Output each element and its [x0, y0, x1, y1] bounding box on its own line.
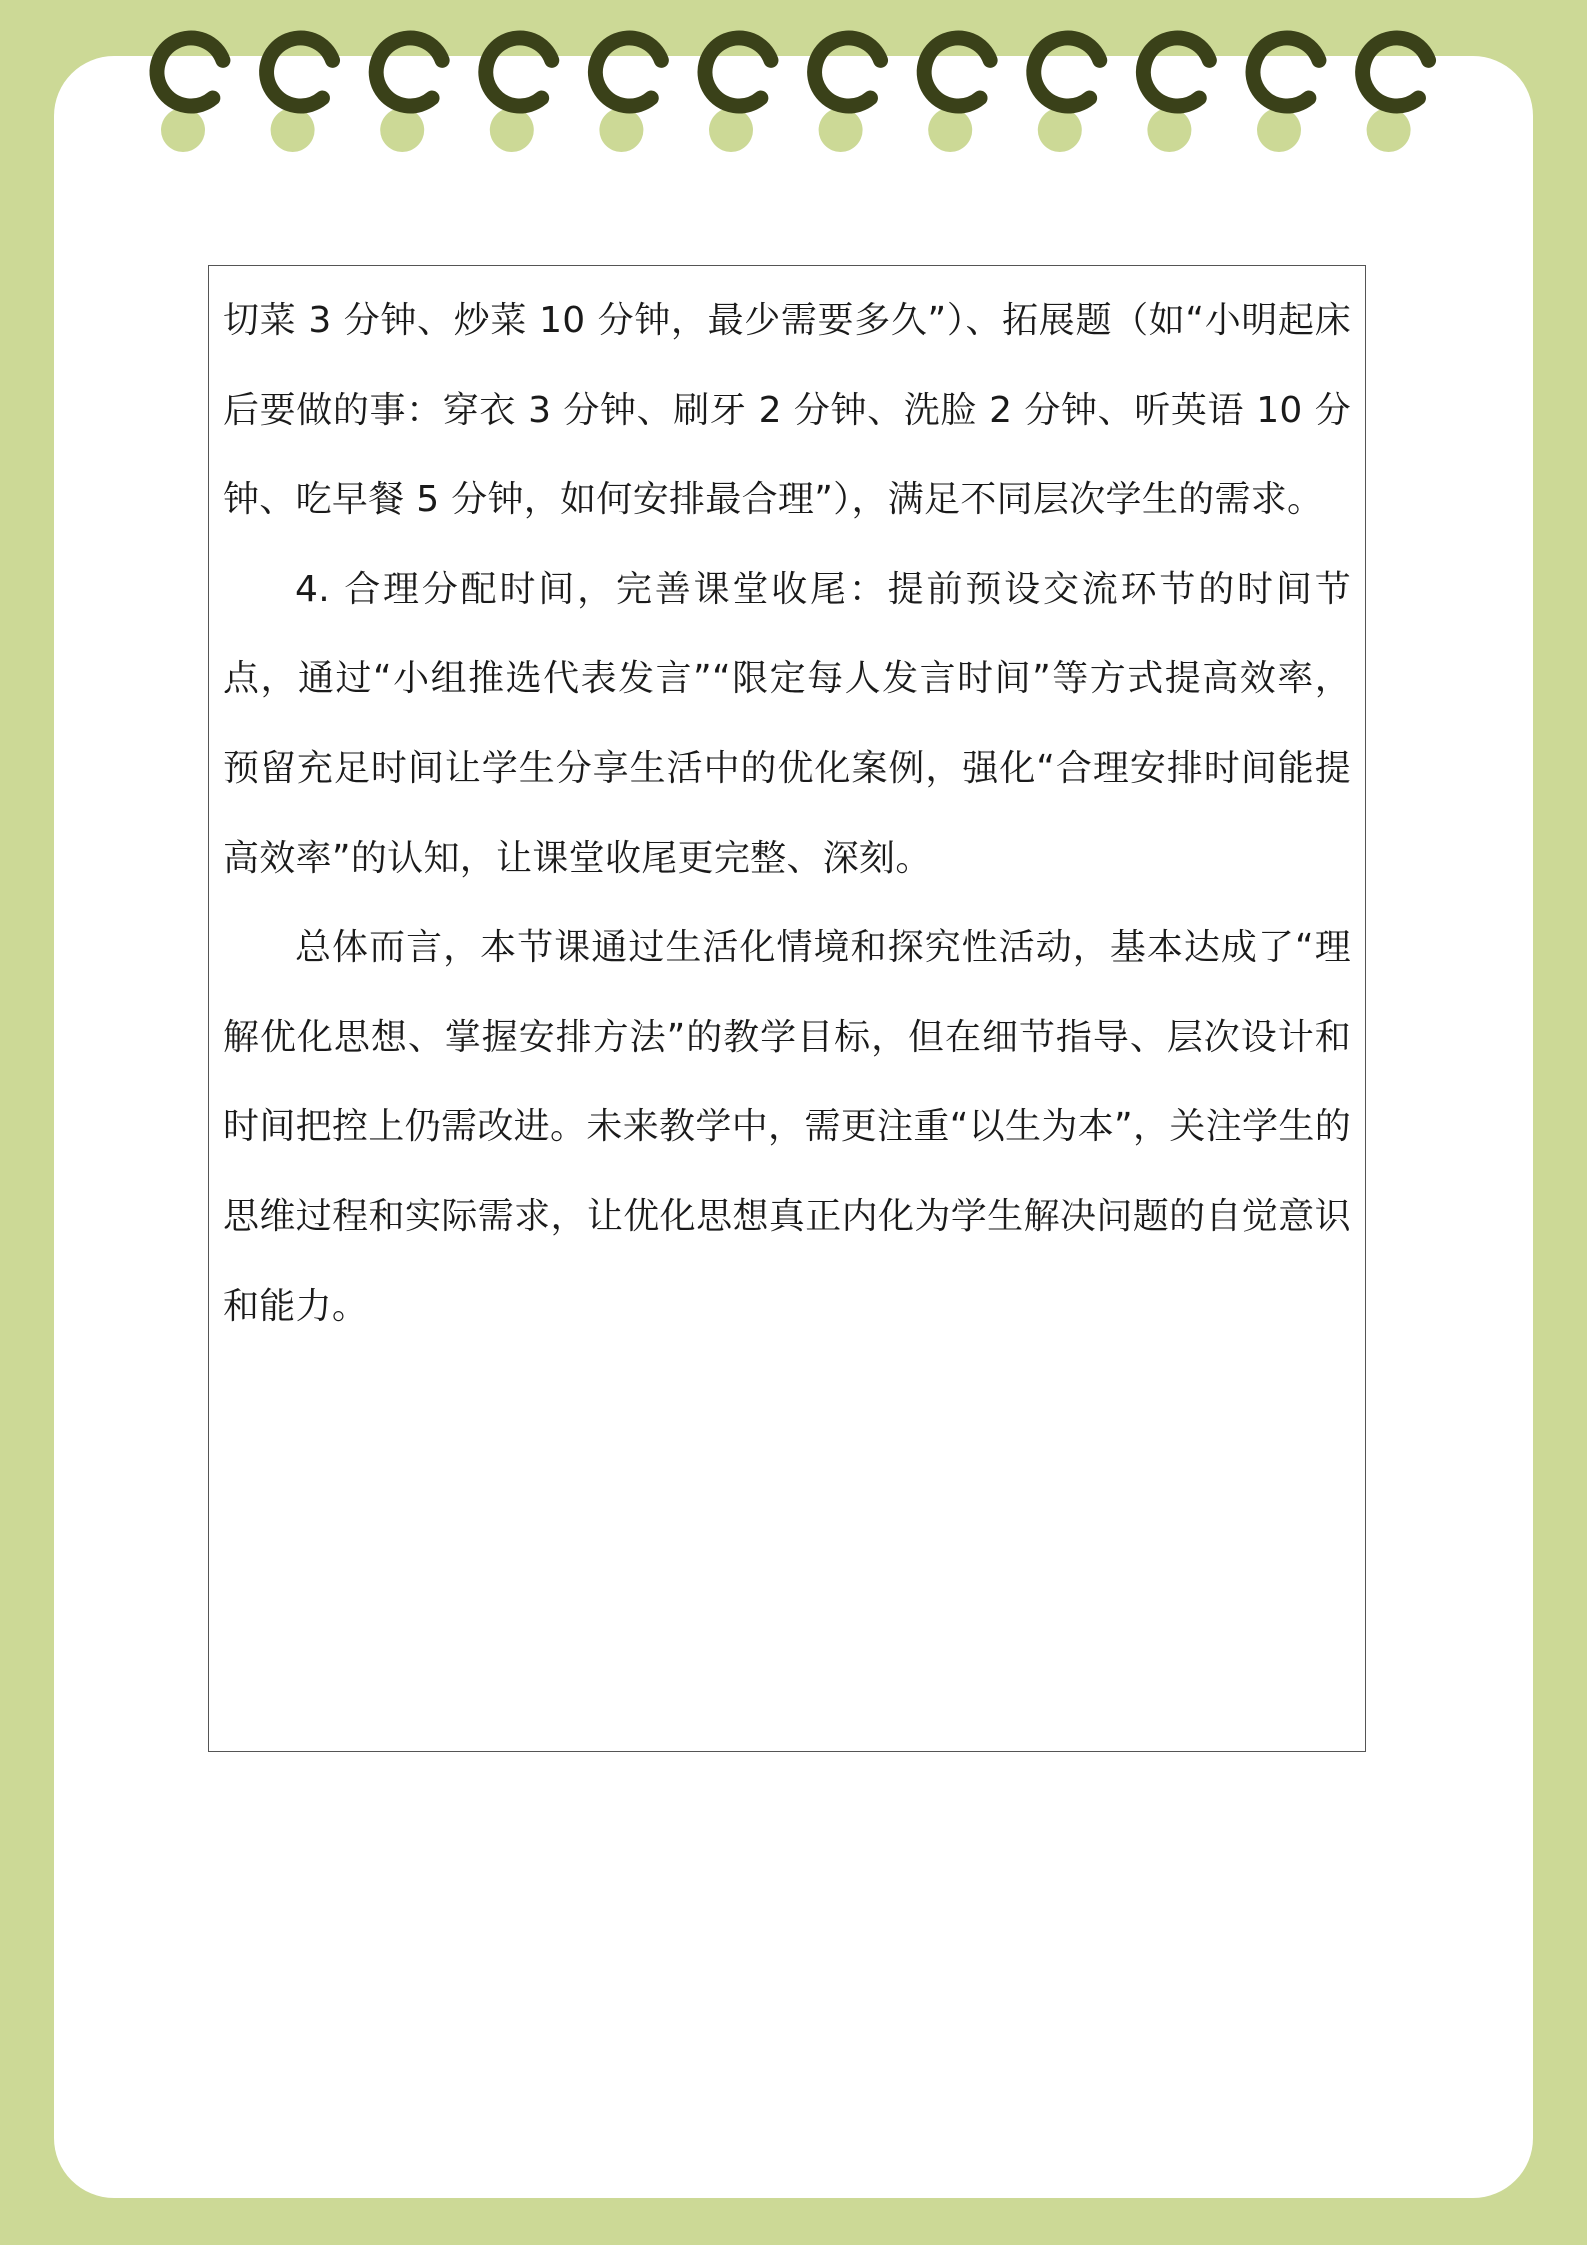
binding-hole [490, 108, 534, 152]
binding-ring [1034, 38, 1100, 106]
spiral-binding [0, 0, 1587, 170]
binding-hole [1038, 108, 1082, 152]
binding-hole [599, 108, 643, 152]
binding-ring [1363, 38, 1429, 106]
binding-ring [486, 38, 552, 106]
paragraph-2: 4. 合理分配时间，完善课堂收尾：提前预设交流环节的时间节点，通过“小组推选代表发言”“限定每人发言时间”等方式提高效率，预留充足时间让学生分享生活中的优化案例，强化“合理安排时间能提高效率”的认知，让课堂收尾更完整、深刻。 [223, 568, 1351, 879]
binding-hole [928, 108, 972, 152]
binding-hole [271, 108, 315, 152]
binding-hole [380, 108, 424, 152]
binding-hole [1257, 108, 1301, 152]
binding-ring [595, 38, 661, 106]
binding-hole [1147, 108, 1191, 152]
paragraph-1: 切菜 3 分钟、炒菜 10 分钟，最少需要多久”）、拓展题（如“小明起床后要做的事：穿衣 3 分钟、刷牙 2 分钟、洗脸 2 分钟、听英语 10 分钟、吃早餐 5 分钟，如何安排最合理”），满足不同层次学生的需求。 [223, 300, 1351, 521]
binding-hole [709, 108, 753, 152]
binding-hole [161, 108, 205, 152]
paragraph-3: 总体而言，本节课通过生活化情境和探究性活动，基本达成了“理解优化思想、掌握安排方法”的教学目标，但在细节指导、层次设计和时间把控上仍需改进。未来教学中，需更注重“以生为本”，关注学生的思维过程和实际需求，让优化思想真正内化为学生解决问题的自觉意识和能力。 [223, 927, 1351, 1327]
binding-ring [705, 38, 771, 106]
binding-ring [376, 38, 442, 106]
text-frame [208, 265, 1366, 1752]
binding-hole [819, 108, 863, 152]
binding-ring [924, 38, 990, 106]
binding-ring [157, 38, 223, 106]
binding-ring [815, 38, 881, 106]
binding-ring [267, 38, 333, 106]
binding-hole [1367, 108, 1411, 152]
binding-ring [1253, 38, 1319, 106]
binding-ring [1143, 38, 1209, 106]
